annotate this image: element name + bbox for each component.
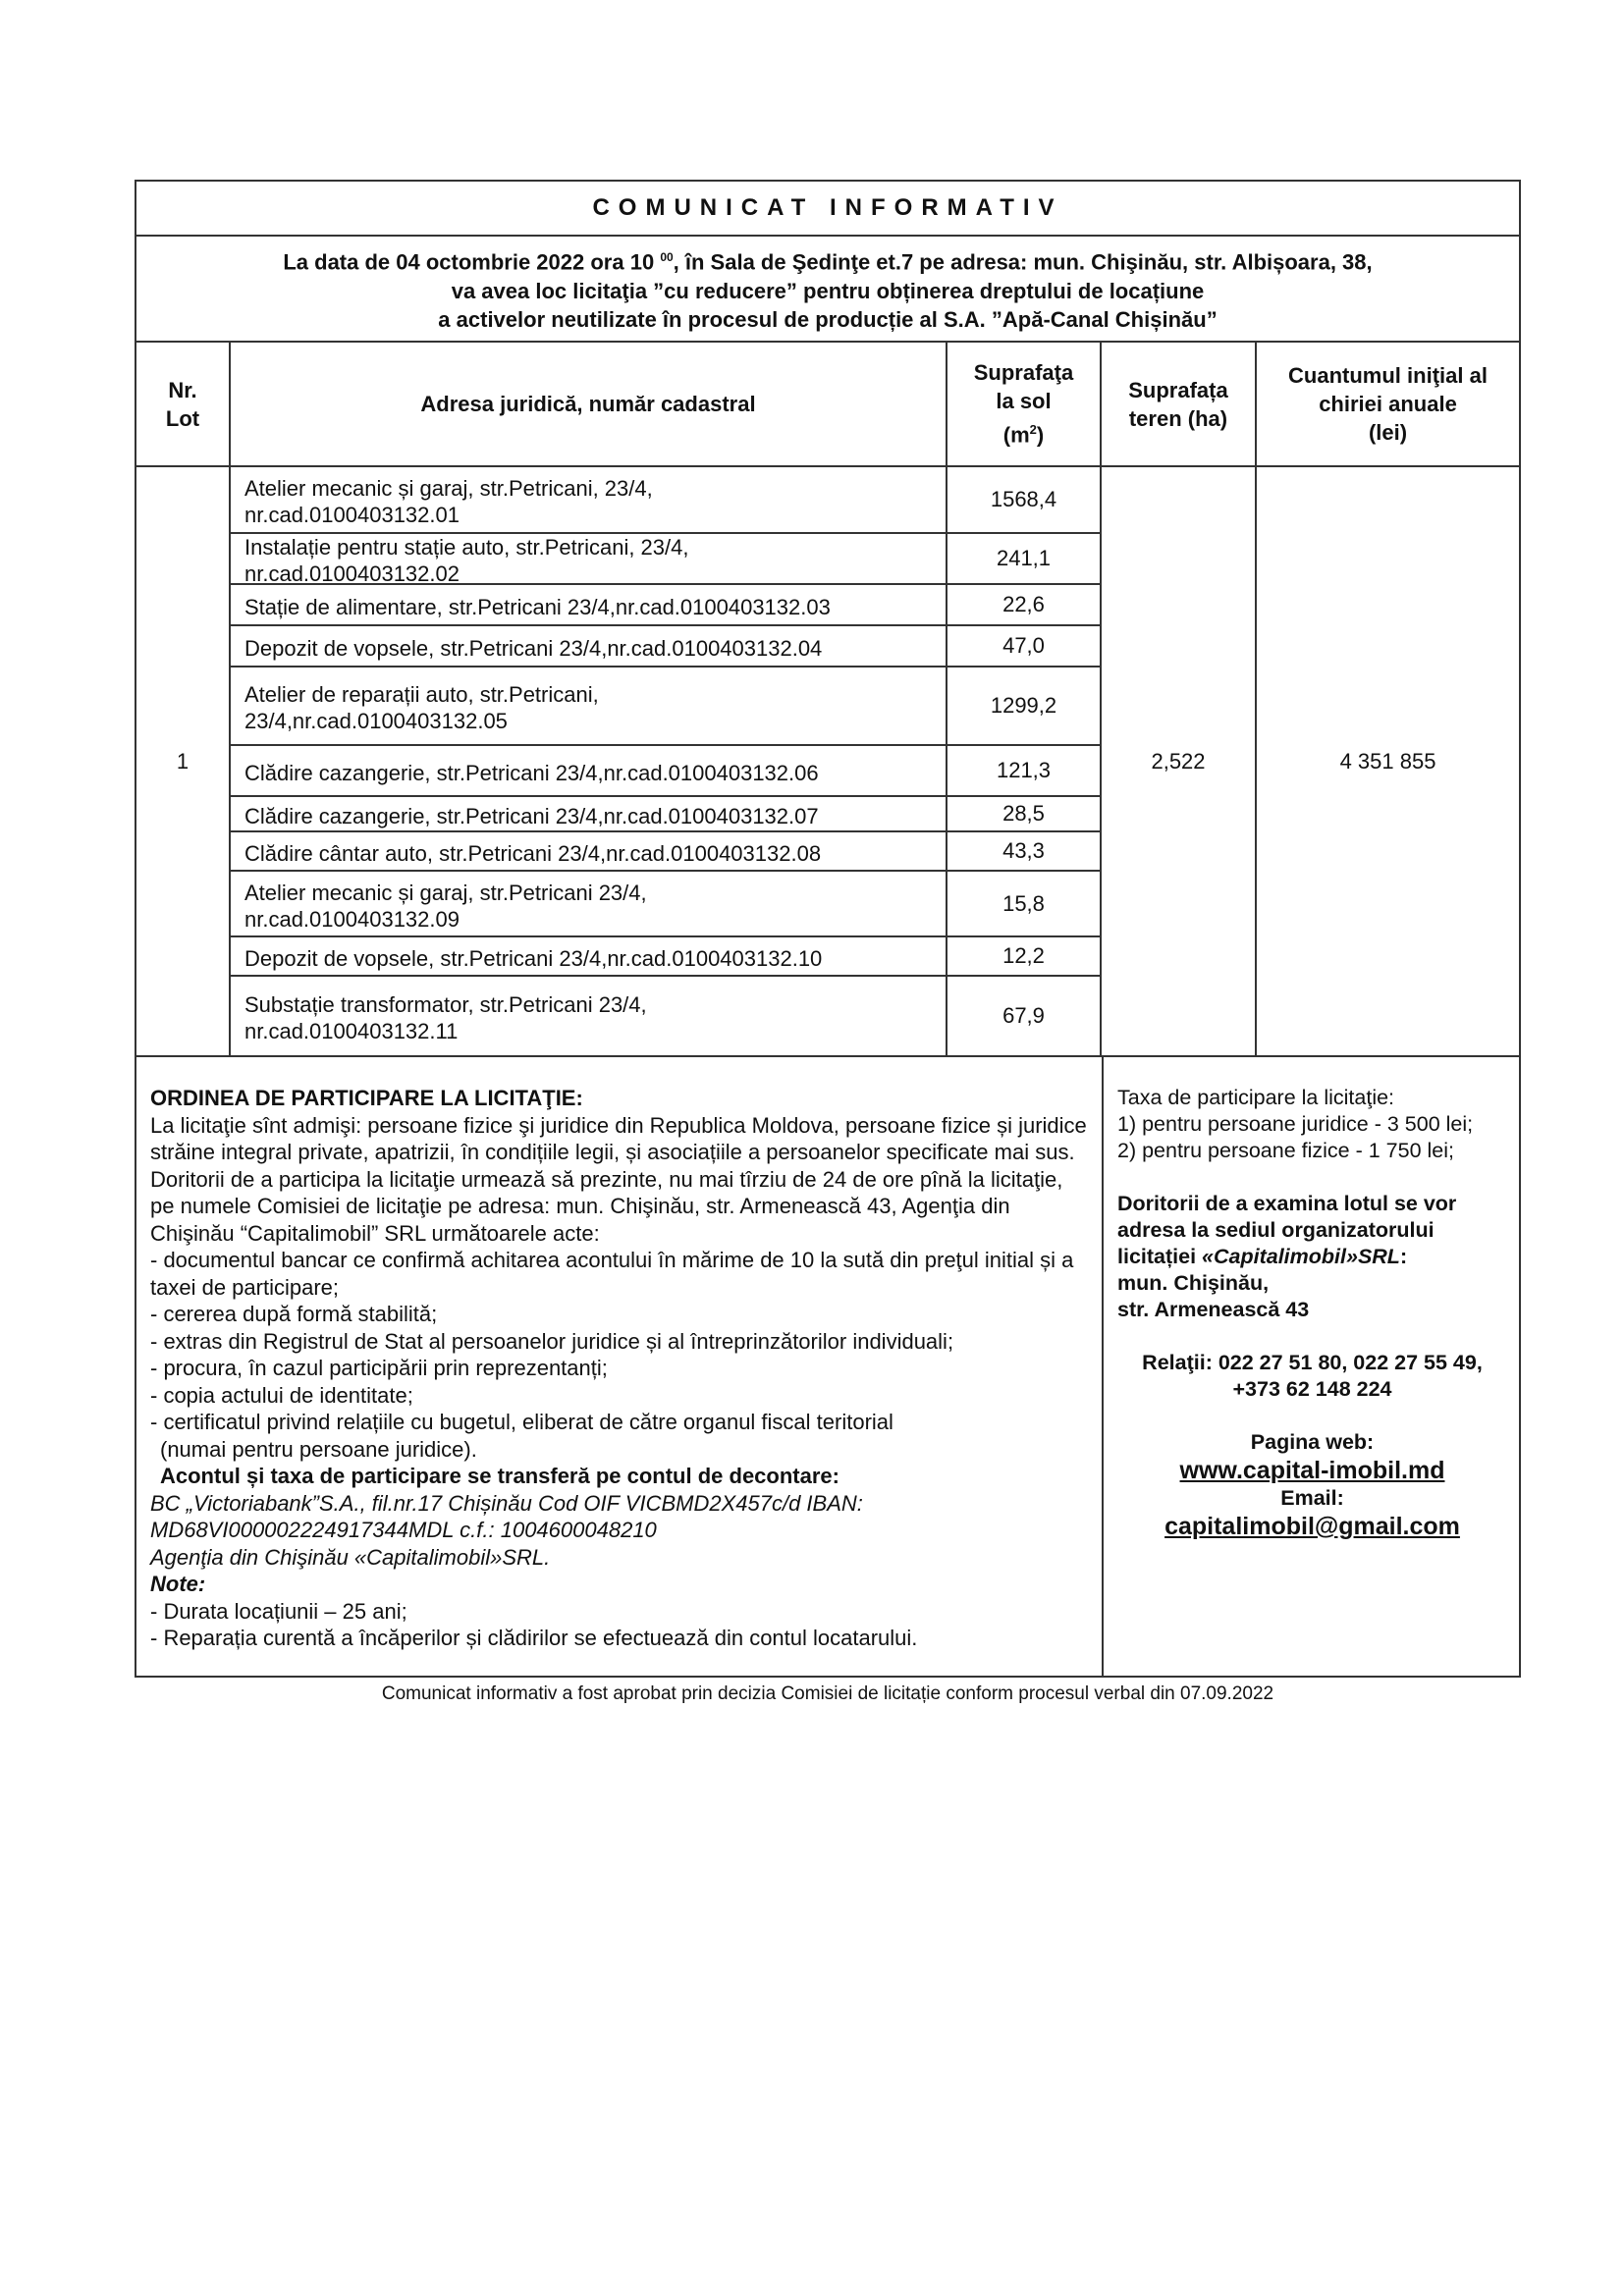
item-address: Atelier mecanic și garaj, str.Petricani, 23/4, nr.cad.0100403132.01: [231, 467, 947, 532]
note-item: - Durata locațiunii – 25 ani;: [150, 1598, 407, 1624]
item-area: 28,5: [1002, 801, 1045, 826]
informative-notice: [135, 180, 1521, 1705]
fee-individual: 2) pentru persoane fizice - 1 750 lei;: [1117, 1139, 1455, 1162]
title-row: [135, 180, 1521, 235]
item-area: 15,8: [1002, 890, 1045, 916]
table-row: [231, 832, 1100, 872]
item-area: 12,2: [1002, 943, 1045, 968]
page-title: COMUNICAT INFORMATIV: [592, 194, 1063, 221]
lot-number: 1: [136, 467, 231, 1055]
participation-rules: [136, 1057, 1104, 1676]
document-item: - documentul bancar ce confirmă achitarea acontului în mărime de 10 la sută din preţul initial și a taxei de participare;: [150, 1248, 1074, 1300]
table-row: [231, 467, 1100, 534]
item-area: 67,9: [1002, 1003, 1045, 1028]
item-address: Clădire cazangerie, str.Petricani 23/4,nr.cad.0100403132.06: [231, 746, 947, 795]
table-row: [231, 746, 1100, 797]
table-row: [231, 872, 1100, 937]
item-address: Depozit de vopsele, str.Petricani 23/4,nr.cad.0100403132.04: [231, 626, 947, 666]
item-area: 241,1: [996, 546, 1052, 570]
item-area: 121,3: [996, 758, 1052, 782]
table-row: [231, 667, 1100, 746]
approval-footer: Comunicat informativ a fost aprobat prin decizia Comisiei de licitație conform procesul verbal din 07.09.2022: [381, 1682, 1274, 1704]
item-area: 43,3: [1002, 838, 1045, 863]
header-lot: Nr. Lot: [136, 343, 231, 465]
intro-line-1: La data de 04 octombrie 2022 ora 10 $^{00}$, în Sala de Şedinţe et.7 pe adresa: mun. Chişinău, str. Albișoara, 38,: [283, 249, 1373, 275]
item-address: Instalație pentru stație auto, str.Petricani, 23/4, nr.cad.0100403132.02: [231, 534, 947, 583]
item-area: 1299,2: [990, 693, 1057, 718]
items-list: [231, 467, 1102, 1055]
item-address: Substație transformator, str.Petricani 23/4, nr.cad.0100403132.11: [231, 977, 947, 1055]
initial-rent: 4 351 855: [1339, 748, 1436, 774]
organizer-city: mun. Chişinău,: [1117, 1271, 1270, 1295]
intro-row: [135, 235, 1521, 341]
item-address: Atelier mecanic și garaj, str.Petricani 23/4, nr.cad.0100403132.09: [231, 872, 947, 935]
document-item: - certificatul privind relațiile cu bugetul, eliberat de către organul fiscal teritorial: [150, 1410, 893, 1434]
item-address: Atelier de reparații auto, str.Petricani, 23/4,nr.cad.0100403132.05: [231, 667, 947, 744]
email-label: Email:: [1280, 1486, 1344, 1510]
header-area-land: Suprafața teren (ha): [1102, 343, 1257, 465]
table-body: [136, 465, 1519, 1055]
intro-line-3: a activelor neutilizate în procesul de producție al S.A. ”Apă-Canal Chișinău”: [438, 306, 1218, 332]
bank-line: BC „Victoriabank”S.A., fil.nr.17 Chișinău Cod OIF VICBMD2X457c/d IBAN:: [150, 1490, 863, 1516]
web-label: Pagina web:: [1250, 1430, 1375, 1454]
note-item: - Reparația curentă a încăperilor și clădirilor se efectuează din contul locatarului.: [150, 1626, 918, 1650]
participation-heading: ORDINEA DE PARTICIPARE LA LICITAŢIE:: [150, 1086, 583, 1110]
item-area: 47,0: [1002, 633, 1045, 658]
item-address: Depozit de vopsele, str.Petricani 23/4,nr.cad.0100403132.10: [231, 937, 947, 975]
document-item: - extras din Registrul de Stat al persoanelor juridice și al întreprinzătorilor individuali;: [150, 1328, 954, 1354]
notes-heading: Note:: [150, 1572, 206, 1596]
document-note: (numai pentru persoane juridice).: [160, 1436, 477, 1462]
land-area: 2,522: [1102, 467, 1257, 1055]
examine-line: Doritorii de a examina lotul se vor: [1117, 1192, 1457, 1215]
item-area: 22,6: [1002, 592, 1045, 616]
lots-table: [135, 341, 1521, 1055]
submit-text: Doritorii de a participa la licitaţie urmează să prezinte, nu mai tîrziu de 24 de ore pînă la licitaţie, pe numele Comisiei de licitaţie pe adresa: mun. Chişinău, str. Armenească 43, Agenţia din Chişinău “Capitalimobil” SRL următoarele acte:: [150, 1166, 1063, 1246]
admitted-text: La licitaţie sînt admişi: persoane fizice şi juridice din Republica Moldova, persoane fizice și juridice străine integral private, apatrizii, în condițiile legii, și asociațiile a persoanelor specificate mai sus.: [150, 1112, 1087, 1164]
contact-info: [1104, 1057, 1519, 1676]
item-address: Clădire cazangerie, str.Petricani 23/4,nr.cad.0100403132.07: [231, 797, 947, 830]
document-item: - cererea după formă stabilită;: [150, 1302, 438, 1326]
website-link[interactable]: www.capital-imobil.md: [1179, 1457, 1445, 1484]
header-initial-rent: Cuantumul iniţial al chiriei anuale (lei): [1288, 363, 1488, 445]
examine-line: adresa la sediul organizatorului: [1117, 1218, 1435, 1242]
email-link[interactable]: capitalimobil@gmail.com: [1164, 1513, 1460, 1540]
bank-line: Agenţia din Chişinău «Capitalimobil»SRL.: [150, 1544, 551, 1570]
table-row: [231, 585, 1100, 626]
document-item: - procura, în cazul participării prin reprezentanți;: [150, 1356, 608, 1380]
organizer-name: «Capitalimobil»SRL: [1202, 1245, 1400, 1268]
item-area: 1568,4: [990, 487, 1057, 511]
item-address: Stație de alimentare, str.Petricani 23/4,nr.cad.0100403132.03: [231, 585, 947, 624]
table-header: [136, 343, 1519, 465]
organizer-street: str. Armenească 43: [1117, 1298, 1310, 1321]
fee-legal: 1) pentru persoane juridice - 3 500 lei;: [1117, 1112, 1474, 1136]
table-row: [231, 937, 1100, 977]
table-row: [231, 977, 1100, 1055]
document-item: - copia actului de identitate;: [150, 1382, 413, 1408]
contacts-phones: Relaţii: 022 27 51 80, 022 27 55 49,: [1142, 1351, 1483, 1374]
item-address: Clădire cântar auto, str.Petricani 23/4,nr.cad.0100403132.08: [231, 832, 947, 870]
header-area-ground: Suprafaţa la sol $(m^2)$: [947, 343, 1102, 465]
contacts-mobile: +373 62 148 224: [1232, 1377, 1392, 1401]
table-row: [231, 797, 1100, 832]
examine-org-line: licitației «Capitalimobil»SRL:: [1117, 1245, 1408, 1268]
bank-line: MD68VI000002224917344MDL c.f.: 1004600048210: [150, 1518, 657, 1542]
table-row: [231, 626, 1100, 667]
header-address: Adresa juridică, număr cadastral: [231, 343, 947, 465]
fee-heading: Taxa de participare la licitaţie:: [1117, 1086, 1395, 1109]
intro-line-2: va avea loc licitaţia ”cu reducere” pentru obținerea dreptului de locațiune: [451, 278, 1205, 303]
table-row: [231, 534, 1100, 585]
transfer-heading: Acontul și taxa de participare se transferă pe contul de decontare:: [160, 1464, 839, 1488]
participation-section: [135, 1055, 1521, 1678]
